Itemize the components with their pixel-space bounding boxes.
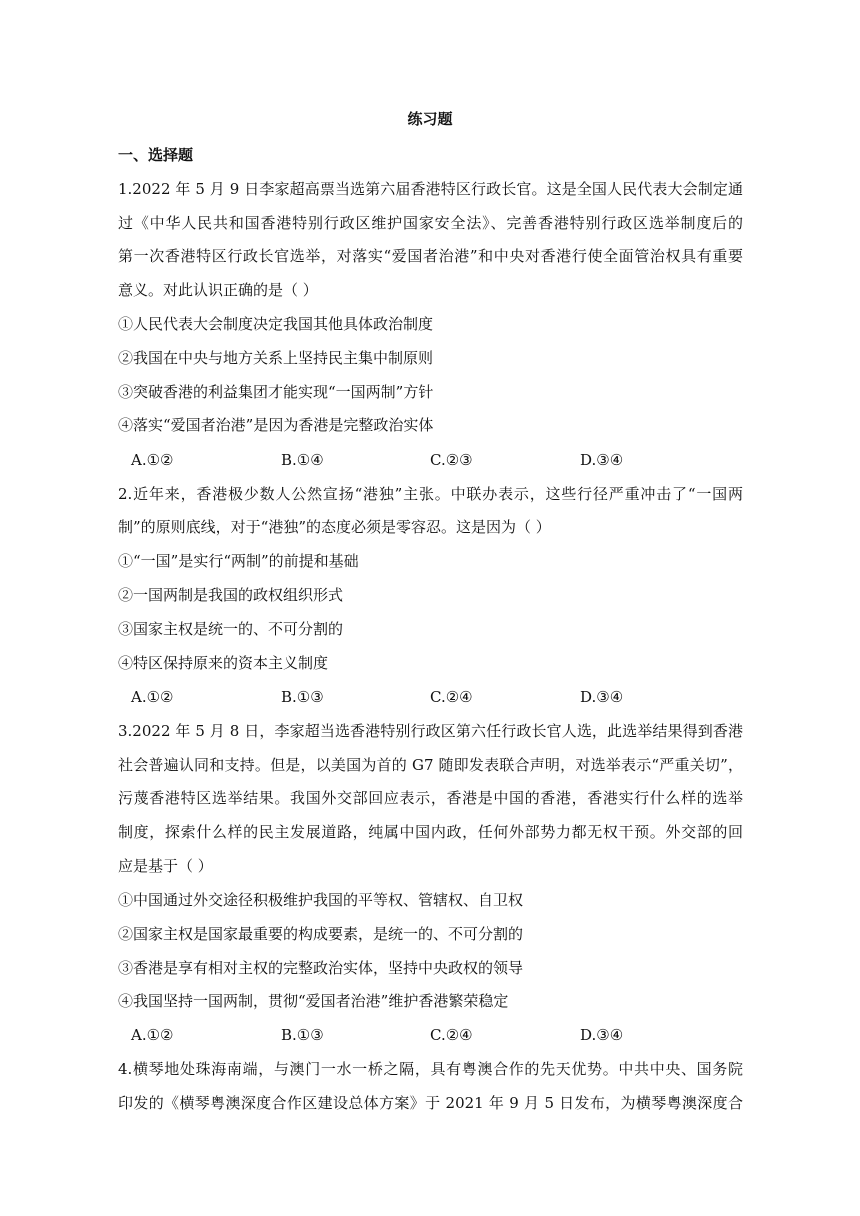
question-3-line-4: 制度，探索什么样的民主发展道路，纯属中国内政，任何外部势力都无权干预。外交部的回	[118, 823, 743, 841]
question-2-line-1: 2.近年来，香港极少数人公然宣扬“港独”主张。中联办表示，这些行径严重冲击了“一国两	[118, 485, 743, 503]
question-3-line-1: 3.2022 年 5 月 8 日，李家超当选香港特别行政区第六任行政长官人选，此选举结果得到香港	[118, 722, 743, 740]
question-2-option-a[interactable]: A.①②	[131, 688, 174, 706]
question-2-statement-2: ②一国两制是我国的政权组织形式	[118, 586, 344, 604]
question-3-line-2: 社会普遍认同和支持。但是，以美国为首的 G7 随即发表联合声明，对选举表示“严重关切”，	[118, 756, 743, 774]
question-1-line-1: 1.2022 年 5 月 9 日李家超高票当选第六届香港特区行政长官。这是全国人民代表大会制定通	[118, 180, 743, 198]
question-1-option-c[interactable]: C.②③	[430, 451, 473, 469]
question-3-option-c[interactable]: C.②④	[430, 1026, 473, 1044]
question-1-option-b[interactable]: B.①④	[281, 451, 324, 469]
question-2-statement-3: ③国家主权是统一的、不可分割的	[118, 620, 344, 638]
question-4-line-1: 4.横琴地处珠海南端，与澳门一水一桥之隔，具有粤澳合作的先天优势。中共中央、国务院	[118, 1060, 743, 1078]
question-1-option-a[interactable]: A.①②	[131, 451, 174, 469]
question-3-option-d[interactable]: D.③④	[580, 1026, 624, 1044]
question-1-line-3: 第一次香港特区行政长官选举，对落实“爱国者治港”和中央对香港行使全面管治权具有重要	[118, 247, 743, 265]
question-3-line-5: 应是基于（ ）	[118, 857, 213, 875]
question-2-option-b[interactable]: B.①③	[281, 688, 324, 706]
question-3-statement-4: ④我国坚持一国两制，贯彻“爱国者治港”维护香港繁荣稳定	[118, 992, 509, 1010]
question-1-statement-1: ①人民代表大会制度决定我国其他具体政治制度	[118, 315, 434, 333]
question-3-line-3: 污蔑香港特区选举结果。我国外交部回应表示，香港是中国的香港，香港实行什么样的选举	[118, 789, 743, 807]
question-2-statement-1: ①“一国”是实行“两制”的前提和基础	[118, 552, 359, 570]
question-2-line-2: 制”的原则底线，对于“港独”的态度必须是零容忍。这是因为（ ）	[118, 518, 551, 536]
question-3-statement-1: ①中国通过外交途径积极维护我国的平等权、管辖权、自卫权	[118, 891, 524, 909]
question-3-statement-3: ③香港是享有相对主权的完整政治实体，坚持中央政权的领导	[118, 959, 524, 977]
question-1-line-2: 过《中华人民共和国香港特别行政区维护国家安全法》、完善香港特别行政区选举制度后的	[118, 214, 743, 232]
page-title: 练习题	[407, 110, 453, 128]
question-1-statement-3: ③突破香港的利益集团才能实现“一国两制”方针	[118, 383, 434, 401]
question-3-option-a[interactable]: A.①②	[131, 1026, 174, 1044]
question-3-statement-2: ②国家主权是国家最重要的构成要素，是统一的、不可分割的	[118, 925, 524, 943]
question-1-statement-2: ②我国在中央与地方关系上坚持民主集中制原则	[118, 349, 434, 367]
question-3-option-b[interactable]: B.①③	[281, 1026, 324, 1044]
section-heading: 一、选择题	[118, 146, 194, 164]
question-1-line-4: 意义。对此认识正确的是（ ）	[118, 281, 318, 299]
question-1-statement-4: ④落实“爱国者治港”是因为香港是完整政治实体	[118, 416, 434, 434]
question-1-option-d[interactable]: D.③④	[580, 451, 624, 469]
question-2-option-d[interactable]: D.③④	[580, 688, 624, 706]
question-4-line-2: 印发的《横琴粤澳深度合作区建设总体方案》于 2021 年 9 月 5 日发布，为横琴粤澳深度合	[118, 1094, 743, 1112]
question-2-option-c[interactable]: C.②④	[430, 688, 473, 706]
question-2-statement-4: ④特区保持原来的资本主义制度	[118, 654, 329, 672]
